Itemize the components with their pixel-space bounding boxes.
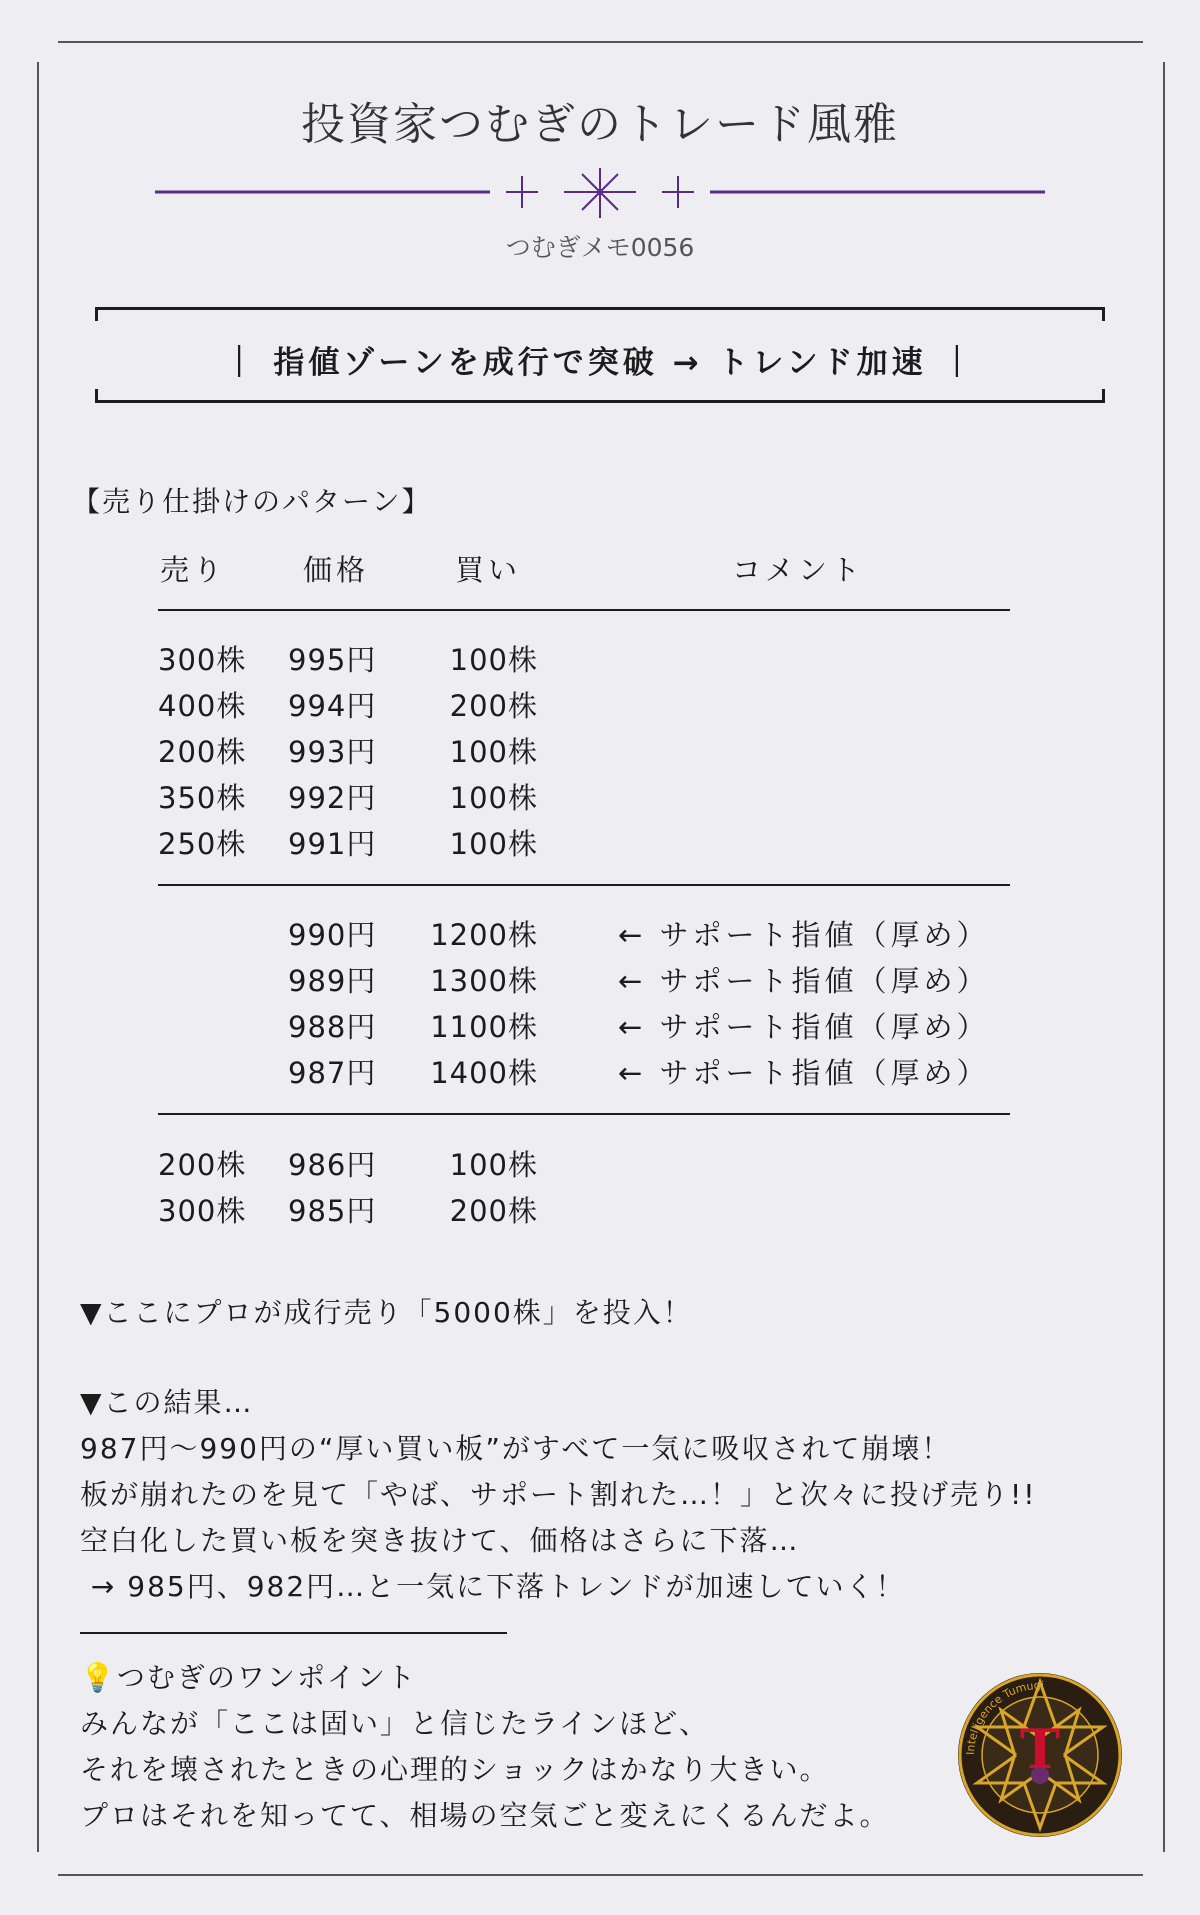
buy-cell: 100株 bbox=[449, 827, 538, 861]
onepoint-line: みんなが「ここは固い」と信じたラインほど、 bbox=[80, 1707, 710, 1740]
onepoint-line: それを壊されたときの心理的ショックはかなり大きい。 bbox=[80, 1753, 830, 1786]
headline: ｜ 指値ゾーンを成行で突破 → トレンド加速 ｜ bbox=[223, 345, 977, 381]
comment-cell: ← サポート指値（厚め） bbox=[618, 1056, 990, 1090]
price-cell: 991円 bbox=[288, 827, 377, 861]
buy-cell: 1400株 bbox=[430, 1056, 538, 1090]
sparkle-divider-icon bbox=[150, 168, 1050, 218]
price-cell: 988円 bbox=[288, 1010, 377, 1044]
action-line: ▼ここにプロが成行売り「5000株」を投入！ bbox=[80, 1296, 693, 1329]
table-row bbox=[0, 730, 1200, 770]
buy-cell: 1200株 bbox=[430, 918, 538, 952]
price-cell: 992円 bbox=[288, 781, 377, 815]
result-block bbox=[80, 1380, 1036, 1610]
price-cell: 985円 bbox=[288, 1194, 377, 1228]
onepoint-line: プロはそれを知ってて、相場の空気ごと変えにくるんだよ。 bbox=[80, 1799, 890, 1832]
buy-cell: 100株 bbox=[449, 1148, 538, 1182]
result-line: 板が崩れたのを見て「やば、サポート割れた…！」と次々に投げ売り!! bbox=[80, 1478, 1037, 1511]
sell-cell: 200株 bbox=[158, 735, 247, 769]
headline-bracket-bottom bbox=[95, 389, 1105, 403]
result-line: 987円〜990円の“厚い買い板”がすべて一気に吸収されて崩壊！ bbox=[80, 1432, 952, 1465]
result-line: → 985円、982円…と一気に下落トレンドが加速していく！ bbox=[80, 1570, 906, 1603]
comment-cell: ← サポート指値（厚め） bbox=[618, 1010, 990, 1044]
sell-cell: 350株 bbox=[158, 781, 247, 815]
table-row bbox=[0, 959, 1200, 999]
headline-box bbox=[95, 307, 1105, 403]
table-row bbox=[0, 1005, 1200, 1045]
price-cell: 987円 bbox=[288, 1056, 377, 1090]
table-row bbox=[0, 1143, 1200, 1183]
result-line: 空白化した買い板を突き抜けて、価格はさらに下落… bbox=[80, 1524, 800, 1557]
table-rule-lower bbox=[158, 1113, 1010, 1115]
buy-cell: 100株 bbox=[449, 735, 538, 769]
section-divider bbox=[80, 1632, 507, 1634]
price-cell: 994円 bbox=[288, 689, 377, 723]
brand-emblem-icon bbox=[955, 1670, 1125, 1840]
table-rule-header bbox=[158, 609, 1010, 611]
onepoint-heading: 💡つむぎのワンポイント bbox=[80, 1661, 417, 1694]
table-row bbox=[0, 822, 1200, 862]
column-header-price: 価格 bbox=[303, 553, 370, 587]
frame-right-line bbox=[1163, 62, 1165, 1852]
table-row bbox=[0, 684, 1200, 724]
emblem-letter: T bbox=[1019, 1717, 1061, 1781]
buy-cell: 1300株 bbox=[430, 964, 538, 998]
comment-cell: ← サポート指値（厚め） bbox=[618, 918, 990, 952]
table-row bbox=[0, 1189, 1200, 1229]
result-heading: ▼この結果… bbox=[80, 1386, 254, 1419]
memo-id: つむぎメモ0056 bbox=[505, 233, 695, 262]
buy-cell: 1100株 bbox=[430, 1010, 538, 1044]
table-rule-upper bbox=[158, 884, 1010, 886]
table-row bbox=[0, 913, 1200, 953]
onepoint-block bbox=[80, 1655, 889, 1839]
table-row bbox=[0, 1051, 1200, 1091]
price-cell: 995円 bbox=[288, 643, 377, 677]
section-title: 【売り仕掛けのパターン】 bbox=[72, 485, 432, 518]
buy-cell: 200株 bbox=[449, 1194, 538, 1228]
buy-cell: 100株 bbox=[449, 781, 538, 815]
column-header-comment: コメント bbox=[732, 553, 865, 587]
sell-cell: 300株 bbox=[158, 643, 247, 677]
sell-cell: 300株 bbox=[158, 1194, 247, 1228]
table-row bbox=[0, 638, 1200, 678]
headline-bracket-top bbox=[95, 307, 1105, 321]
buy-cell: 100株 bbox=[449, 643, 538, 677]
buy-cell: 200株 bbox=[449, 689, 538, 723]
frame-top-line bbox=[58, 41, 1143, 43]
sell-cell: 200株 bbox=[158, 1148, 247, 1182]
column-header-sell: 売り bbox=[160, 553, 227, 587]
frame-left-line bbox=[37, 62, 39, 1852]
sell-cell: 400株 bbox=[158, 689, 247, 723]
price-cell: 993円 bbox=[288, 735, 377, 769]
emblem-ring-text: Intelligence Tumugi bbox=[963, 1678, 1045, 1756]
price-cell: 989円 bbox=[288, 964, 377, 998]
price-cell: 990円 bbox=[288, 918, 377, 952]
frame-bottom-line bbox=[58, 1874, 1143, 1876]
price-cell: 986円 bbox=[288, 1148, 377, 1182]
sell-cell: 250株 bbox=[158, 827, 247, 861]
table-row bbox=[0, 776, 1200, 816]
page-title: 投資家つむぎのトレード風雅 bbox=[301, 99, 899, 150]
action-note bbox=[80, 1290, 693, 1336]
comment-cell: ← サポート指値（厚め） bbox=[618, 964, 990, 998]
column-header-buy: 買い bbox=[455, 553, 522, 587]
